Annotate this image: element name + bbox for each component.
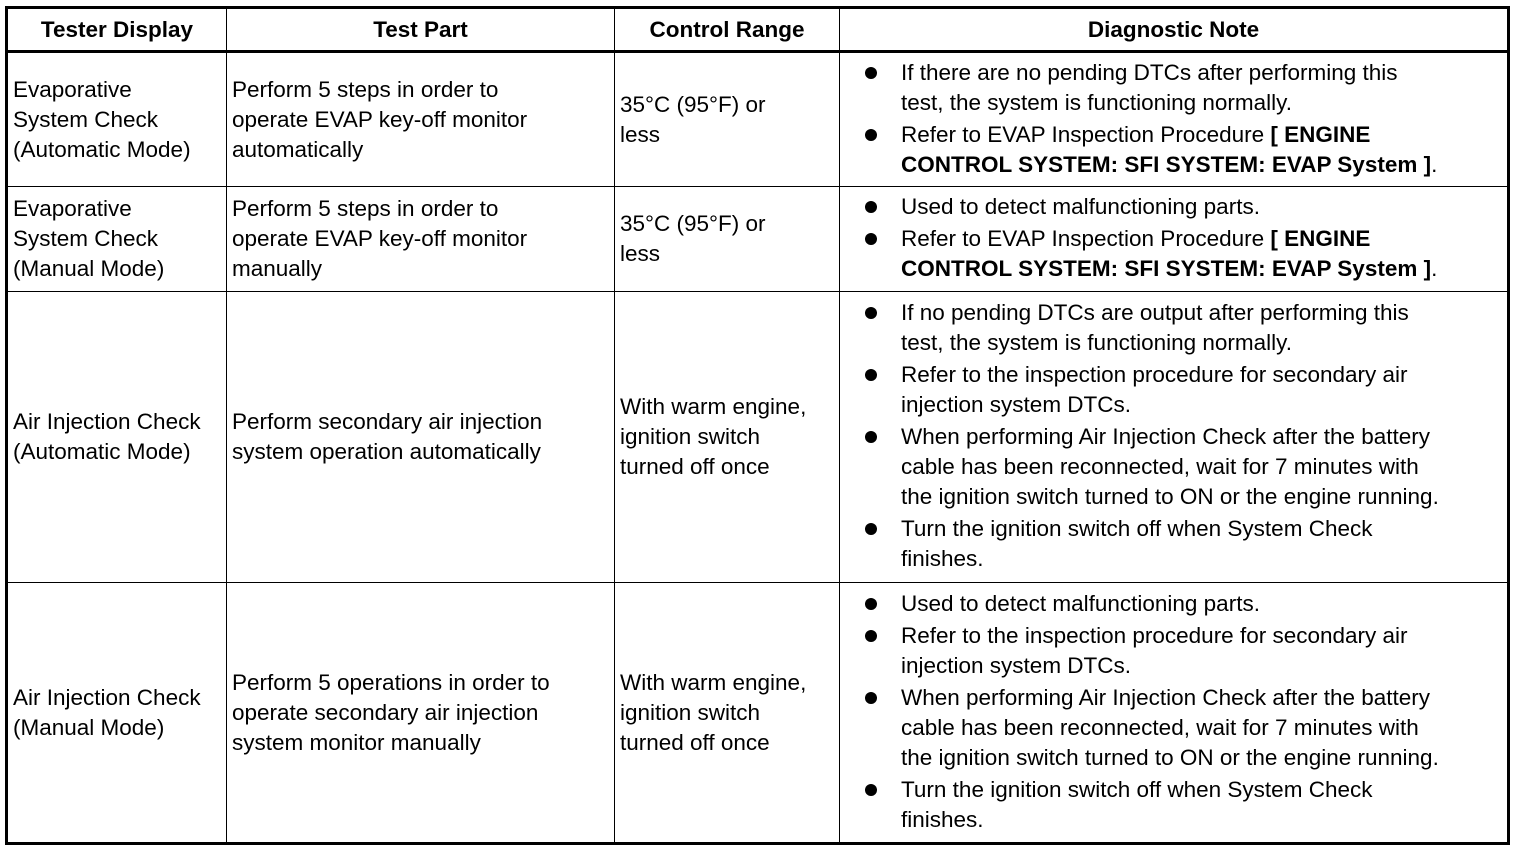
control-range-line: 35°C (95°F) or [620, 91, 766, 117]
note-list [845, 58, 1502, 180]
note-list [845, 192, 1502, 284]
bullet-icon [865, 233, 877, 245]
bullet-icon [865, 523, 877, 535]
test-part-line: system monitor manually [232, 729, 481, 755]
control-range-cell [615, 292, 840, 583]
tester-display-line: (Manual Mode) [13, 256, 165, 281]
note-line: the ignition switch turned to ON or the engine running. [901, 744, 1439, 770]
table-row [7, 52, 1509, 187]
note-item [865, 192, 1502, 222]
note-line: cable has been reconnected, wait for 7 minutes with [901, 454, 1419, 479]
table-row [7, 292, 1509, 583]
control-range-line: less [620, 241, 661, 266]
note-item [865, 120, 1502, 180]
note-tail: . [1431, 256, 1438, 281]
diagnostic-table-page [5, 6, 1507, 840]
control-range-line: turned off once [620, 454, 770, 479]
test-part-line: Perform 5 operations in order to [232, 669, 550, 695]
control-range-line: With warm engine, [620, 669, 807, 695]
note-item [865, 621, 1502, 681]
table-row [7, 583, 1509, 844]
reference-link[interactable]: [ ENGINE [1270, 226, 1371, 251]
bullet-icon [865, 784, 877, 796]
note-line: injection system DTCs. [901, 652, 1132, 678]
bullet-icon [865, 67, 877, 79]
control-range-cell [615, 187, 840, 292]
note-line: test, the system is functioning normally. [901, 330, 1292, 355]
control-range-line: ignition switch [620, 424, 761, 449]
test-part-line: operate secondary air injection [232, 699, 539, 725]
test-part-line: operate EVAP key-off monitor [232, 106, 528, 132]
control-range-line: ignition switch [620, 699, 761, 725]
note-line [901, 120, 1502, 150]
note-item [865, 514, 1502, 574]
control-range-line: turned off once [620, 729, 770, 755]
reference-link[interactable]: CONTROL SYSTEM: SFI SYSTEM: EVAP System ] [901, 151, 1432, 177]
note-text: Refer to EVAP Inspection Procedure [901, 121, 1271, 147]
control-range-line: With warm engine, [620, 394, 807, 419]
bullet-icon [865, 307, 877, 319]
note-item [865, 683, 1502, 773]
note-line: If no pending DTCs are output after performing this [901, 300, 1409, 325]
reference-link[interactable]: [ ENGINE [1270, 121, 1371, 147]
tester-display-line: Evaporative [13, 196, 132, 221]
header-tester-display: Tester Display [7, 8, 227, 52]
diagnostic-table [5, 6, 1510, 845]
test-part-line: automatically [232, 136, 364, 162]
diagnostic-note-cell [840, 52, 1509, 187]
tester-display-cell [7, 583, 227, 844]
bullet-icon [865, 129, 877, 141]
bullet-icon [865, 201, 877, 213]
note-text: Refer to EVAP Inspection Procedure [901, 226, 1271, 251]
note-line: test, the system is functioning normally. [901, 89, 1292, 115]
bullet-icon [865, 630, 877, 642]
note-line: If there are no pending DTCs after performing this [901, 59, 1398, 85]
note-line [901, 254, 1502, 284]
note-list [845, 298, 1502, 574]
note-line [901, 224, 1502, 254]
bullet-icon [865, 692, 877, 704]
diagnostic-note-cell [840, 187, 1509, 292]
tester-display-line: Evaporative [13, 76, 132, 102]
header-control-range: Control Range [615, 8, 840, 52]
tester-display-cell [7, 292, 227, 583]
test-part-line: Perform secondary air injection [232, 409, 543, 434]
diagnostic-note-cell [840, 292, 1509, 583]
test-part-line: Perform 5 steps in order to [232, 76, 499, 102]
note-line: Used to detect malfunctioning parts. [901, 590, 1260, 616]
test-part-line: system operation automatically [232, 439, 541, 464]
test-part-cell [227, 292, 615, 583]
note-line: When performing Air Injection Check after the battery [901, 684, 1431, 710]
test-part-line: operate EVAP key-off monitor [232, 226, 528, 251]
bullet-icon [865, 598, 877, 610]
note-item [865, 775, 1502, 835]
reference-link[interactable]: CONTROL SYSTEM: SFI SYSTEM: EVAP System ] [901, 256, 1432, 281]
note-line: Refer to the inspection procedure for secondary air [901, 362, 1408, 387]
tester-display-line: Air Injection Check [13, 684, 201, 710]
control-range-line: less [620, 121, 661, 147]
note-list [845, 589, 1502, 835]
tester-display-line: Air Injection Check [13, 409, 201, 434]
tester-display-line: (Automatic Mode) [13, 439, 191, 464]
note-line: When performing Air Injection Check after the battery [901, 424, 1431, 449]
note-item [865, 58, 1502, 118]
tester-display-cell [7, 52, 227, 187]
test-part-cell [227, 187, 615, 292]
test-part-cell [227, 583, 615, 844]
note-item [865, 298, 1502, 358]
note-line: Turn the ignition switch off when System Check [901, 776, 1373, 802]
note-item [865, 360, 1502, 420]
note-tail: . [1431, 151, 1438, 177]
tester-display-line: (Automatic Mode) [13, 136, 191, 162]
note-line: injection system DTCs. [901, 392, 1132, 417]
note-item [865, 224, 1502, 284]
note-line: the ignition switch turned to ON or the engine running. [901, 484, 1439, 509]
control-range-cell [615, 52, 840, 187]
bullet-icon [865, 369, 877, 381]
table-row [7, 187, 1509, 292]
header-test-part: Test Part [227, 8, 615, 52]
note-line: cable has been reconnected, wait for 7 minutes with [901, 714, 1419, 740]
tester-display-line: System Check [13, 106, 159, 132]
tester-display-line: System Check [13, 226, 159, 251]
note-line [901, 150, 1502, 180]
note-line: Used to detect malfunctioning parts. [901, 194, 1260, 219]
tester-display-line: (Manual Mode) [13, 714, 165, 740]
bullet-icon [865, 431, 877, 443]
control-range-line: 35°C (95°F) or [620, 211, 766, 236]
note-line: Turn the ignition switch off when System Check [901, 516, 1373, 541]
tester-display-cell [7, 187, 227, 292]
note-line: Refer to the inspection procedure for secondary air [901, 622, 1408, 648]
diagnostic-note-cell [840, 583, 1509, 844]
control-range-cell [615, 583, 840, 844]
note-line: finishes. [901, 546, 984, 571]
test-part-cell [227, 52, 615, 187]
header-diagnostic-note: Diagnostic Note [840, 8, 1509, 52]
test-part-line: manually [232, 256, 323, 281]
note-item [865, 589, 1502, 619]
note-item [865, 422, 1502, 512]
test-part-line: Perform 5 steps in order to [232, 196, 499, 221]
note-line: finishes. [901, 806, 984, 832]
header-row [7, 8, 1509, 52]
